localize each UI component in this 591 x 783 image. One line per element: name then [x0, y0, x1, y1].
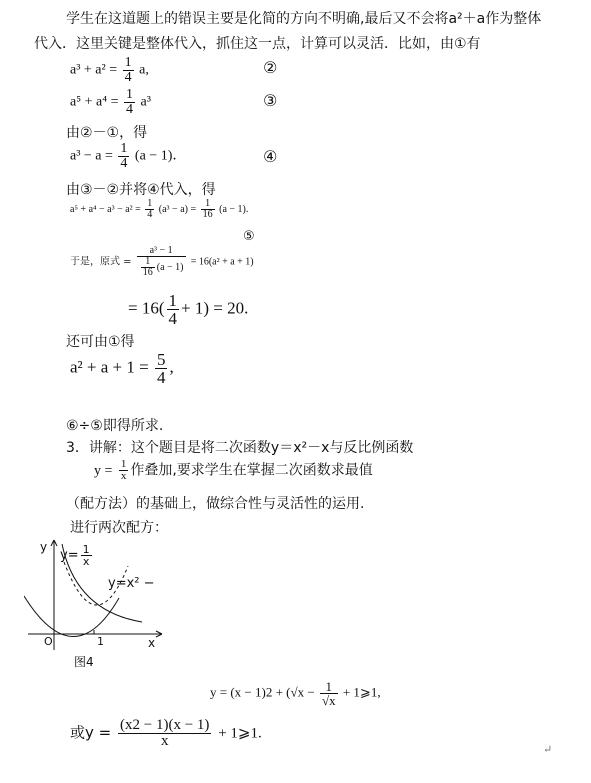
section-3-line-4: 进行两次配方： [70, 520, 168, 536]
eq2-num: 1 [124, 55, 132, 70]
eq10-rhs: + 1⩾1. [218, 725, 262, 742]
equation-4 [70, 142, 186, 171]
equation-5 [70, 199, 248, 220]
eq10-den: x [160, 733, 169, 749]
eq5-num-2: 1 [201, 199, 215, 210]
section-3-line-1: 3．讲解：这个题目是将二次函数y＝x²－x与反比例函数 [66, 440, 414, 456]
eq7-lhs: = 16( [128, 298, 165, 318]
equation-8 [70, 351, 174, 386]
label-circled-2: ② [263, 58, 278, 77]
sec3-num: 1 [120, 458, 127, 470]
eq4-fraction [118, 142, 129, 171]
sec3-den: x [120, 470, 127, 482]
eq8-rhs: , [169, 357, 174, 377]
sec3-fraction [119, 459, 129, 482]
eq6-den-rest: (a − 1) [156, 261, 184, 273]
eq4-num: 1 [120, 141, 128, 156]
eq8-lhs: a² + a + 1 = [70, 357, 149, 377]
section-3-line-3: （配方法）的基础上，做综合性与灵活性的运用. [66, 496, 365, 512]
intro-line-2: 代入．这里关键是整体代入，抓住这一点，计算可以灵活．比如，由①有 [34, 36, 481, 52]
graph-x-label: x [148, 636, 156, 650]
graph-hyperbola-label [60, 544, 94, 567]
eq8-den: 4 [156, 368, 166, 387]
eq5-mid: (a³ − a) = [158, 203, 197, 215]
graph-parabola-label: y=x² − [108, 576, 155, 591]
eq5-fraction-1 [145, 199, 154, 220]
step-2: 由③－②并将④代入，得 [66, 182, 216, 198]
eq3-fraction [124, 88, 135, 117]
eq4-rhs: (a − 1)． [134, 148, 187, 164]
eq6-rhs: = 16(a² + a + 1) [190, 256, 254, 268]
graph-tick-1: 1 [97, 635, 104, 648]
function-graph [24, 536, 164, 654]
eq6-fraction [137, 246, 186, 278]
eq3-rhs: a³ [140, 94, 151, 110]
eq6-den [137, 257, 186, 278]
graph-hyper-lhs: y= [60, 548, 79, 563]
sec3-line2-rest: 作叠加,要求学生在掌握二次函数求最值 [130, 462, 373, 479]
eq7-den: 4 [168, 309, 177, 328]
eq5-num-1: 1 [147, 198, 153, 209]
eq7-fraction [167, 292, 180, 327]
eq6-prefix: 于是，原式 = [70, 256, 132, 268]
label-circled-3: ③ [263, 91, 278, 110]
equation-6 [70, 246, 254, 278]
eq8-num: 5 [156, 350, 166, 369]
eq9-part-b: + 1⩾1, [342, 684, 381, 700]
eq7-rhs: + 1) = 20. [181, 298, 249, 318]
eq5-rhs: (a − 1). [219, 203, 249, 215]
paragraph-mark: ↵ [543, 743, 553, 756]
eq6-inner-fraction [141, 257, 155, 278]
eq9-fraction [320, 680, 338, 707]
label-circled-5: ⑤ [243, 229, 255, 244]
eq6-num: a³ − 1 [137, 246, 186, 257]
eq7-num: 1 [168, 291, 177, 310]
equation-3 [70, 88, 151, 117]
eq6-inner-den: 16 [142, 267, 153, 278]
intro-line-1: 学生在这道题上的错误主要是化简的方向不明确,最后又不会将a²＋a作为整体 [66, 11, 542, 27]
eq2-den: 4 [124, 70, 132, 85]
graph-hyper-fraction [81, 544, 92, 567]
eq2-rhs: a, [139, 62, 149, 78]
eq3-lhs: a⁵ + a⁴ = [70, 94, 119, 110]
equation-10 [70, 718, 262, 749]
eq5-den-1: 4 [147, 209, 153, 220]
eq9-part-a: y = (x − 1)2 + (√x − [210, 684, 315, 700]
step-1: 由②－①，得 [66, 125, 148, 141]
eq5-den-2: 16 [202, 209, 213, 220]
eq2-fraction [123, 56, 134, 85]
section-3-line-2 [94, 459, 373, 482]
eq4-lhs: a³ − a = [70, 148, 113, 164]
graph-hyper-num: 1 [82, 543, 90, 556]
eq10-fraction [118, 718, 211, 749]
graph-origin-label: O [44, 635, 53, 648]
eq3-den: 4 [125, 102, 133, 117]
parabola-curve [24, 596, 119, 637]
graph-y-label: y [40, 540, 48, 554]
eq2-lhs: a³ + a² = [70, 62, 118, 78]
eq4-den: 4 [120, 156, 128, 171]
eq10-prefix: 或y = [70, 723, 112, 742]
eq3-num: 1 [125, 87, 133, 102]
graph-hyper-den: x [82, 555, 90, 568]
step-4: ⑥÷⑤即得所求. [66, 418, 164, 434]
eq9-den: √x [321, 693, 336, 708]
equation-2 [70, 56, 149, 85]
figure-caption: 图4 [74, 655, 94, 669]
eq10-num: (x2 − 1)(x − 1) [120, 717, 210, 733]
eq8-fraction [155, 351, 168, 386]
equation-7 [128, 292, 248, 327]
eq6-inner-num: 1 [141, 257, 155, 268]
eq5-fraction-2 [201, 199, 215, 220]
sec3-y-lhs: y = [94, 463, 113, 479]
eq9-num: 1 [320, 680, 338, 694]
equation-9 [210, 680, 381, 707]
step-3: 还可由①得 [66, 334, 135, 350]
eq5-lhs: a⁵ + a⁴ − a³ − a² = [70, 203, 141, 215]
label-circled-4: ④ [263, 147, 278, 166]
